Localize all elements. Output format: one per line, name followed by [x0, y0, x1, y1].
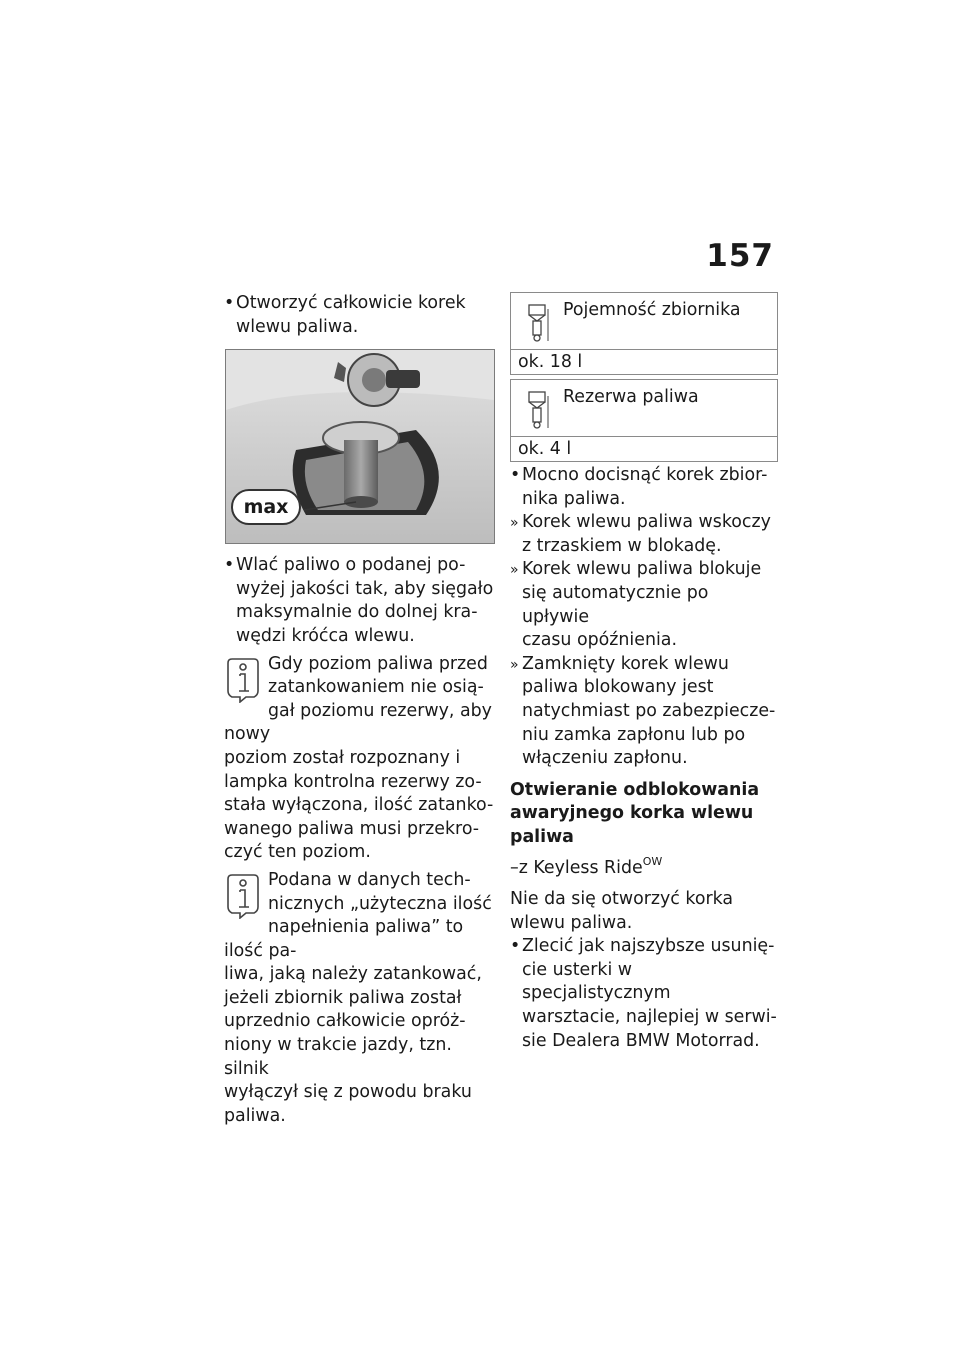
text-line: się automatycznie po upływie — [522, 582, 709, 627]
heading-line: Otwieranie odblokowania — [510, 779, 760, 800]
bullet-dot: • — [510, 936, 521, 957]
text-line: Mocno docisnąć korek zbior- — [522, 465, 768, 485]
bullet-fill-fuel — [224, 554, 498, 648]
text-line: z trzaskiem w blokadę. — [522, 535, 722, 556]
max-label: max — [243, 496, 289, 519]
result-cap-locked-ignition — [510, 653, 780, 771]
text-line: paliwa. — [224, 1105, 286, 1126]
info-icon — [226, 873, 260, 919]
text-line: Otworzyć całkowicie korek — [236, 293, 466, 313]
result-arrow-icon: » — [510, 562, 519, 579]
text-line: wlewu paliwa. — [236, 316, 359, 337]
text-line: poziom został rozpoznany i — [224, 747, 461, 768]
result-cap-snaps — [510, 511, 780, 558]
text-line: czasu opóźnienia. — [522, 630, 677, 651]
note-usable-capacity — [224, 869, 498, 1129]
spec-title: Pojemność zbiornika — [563, 300, 741, 320]
heading-line: awaryjnego korka wlewu — [510, 803, 754, 824]
text-line: wyłączył się z powodu braku — [224, 1082, 472, 1103]
fuel-pump-icon — [523, 303, 551, 343]
paragraph-cannot-open — [510, 888, 780, 935]
bullet-dot: • — [224, 555, 235, 576]
page-number: 157 — [706, 238, 774, 274]
text-line: Nie da się otworzyć korka — [510, 889, 734, 910]
text-line: jeżeli zbiornik paliwa został — [224, 987, 462, 1008]
text-line: Gdy poziom paliwa przed — [268, 653, 488, 674]
text-line: nicznych „użyteczna ilość — [268, 893, 492, 914]
text-line: niu zamka zapłonu lub po — [522, 724, 746, 745]
text-line: Zamknięty korek wlewu — [522, 653, 729, 674]
spec-title: Rezerwa paliwa — [563, 387, 699, 407]
text-line: Korek wlewu paliwa blokuje — [522, 559, 762, 580]
bullet-open-cap — [224, 292, 498, 339]
text-line: Wlać paliwo o podanej po- — [236, 555, 466, 576]
right-column — [510, 292, 780, 1053]
text-line: wanego paliwa musi przekro- — [224, 818, 480, 839]
text-line: uprzednio całkowicie opróż- — [224, 1011, 466, 1032]
spec-fuel-reserve — [510, 379, 778, 462]
text-line: niony w trakcie jazdy, tzn. silnik — [224, 1035, 452, 1079]
text-line: wlewu paliwa. — [510, 912, 633, 933]
text-line: cie usterki w specjalistycznym — [522, 959, 671, 1004]
section-heading — [510, 779, 780, 850]
left-column — [224, 292, 498, 1128]
text-line: zatankowaniem nie osią- — [268, 677, 484, 698]
info-icon — [226, 657, 260, 703]
text-line: stała wyłączona, ilość zatanko- — [224, 795, 494, 816]
text-line: nika paliwa. — [522, 488, 626, 509]
text-line: wyżej jakości tak, aby sięgało — [236, 578, 494, 599]
text-line: sie Dealera BMW Motorrad. — [522, 1030, 760, 1051]
text-line: wędzi króćca wlewu. — [236, 625, 415, 646]
text-line: lampka kontrolna rezerwy zo- — [224, 771, 482, 792]
text-line: włączeniu zapłonu. — [522, 748, 688, 769]
variant-superscript: OW — [642, 854, 663, 868]
fuel-filler-figure — [225, 349, 495, 544]
text-line: maksymalnie do dolnej kra- — [236, 602, 478, 623]
bullet-repair — [510, 935, 780, 1053]
text-line: czyć ten poziom. — [224, 842, 371, 863]
text-line: napełnienia paliwa” to ilość pa- — [224, 917, 464, 961]
text-line: Korek wlewu paliwa wskoczy — [522, 512, 771, 533]
bullet-dot: • — [510, 465, 521, 485]
result-arrow-icon: » — [510, 656, 519, 673]
text-line: liwa, jaką należy zatankować, — [224, 964, 482, 985]
variant-text: –z Keyless Ride — [510, 857, 643, 878]
heading-line: paliwa — [510, 826, 574, 847]
result-arrow-icon: » — [510, 515, 519, 532]
spec-value: ok. 18 l — [518, 352, 583, 372]
bullet-press-cap — [510, 464, 780, 511]
text-line: warsztacie, najlepiej w serwi- — [522, 1007, 777, 1028]
fuel-pump-icon — [523, 390, 551, 430]
text-line: paliwa blokowany jest — [522, 677, 714, 698]
note-reserve — [224, 653, 498, 865]
text-line: natychmiast po zabezpiecze- — [522, 700, 776, 721]
text-line: gał poziomu rezerwy, aby nowy — [224, 700, 492, 745]
text-line: Zlecić jak najszybsze usunię- — [522, 936, 775, 957]
text-line: Podana w danych tech- — [268, 869, 471, 890]
spec-tank-capacity — [510, 292, 778, 375]
spec-value: ok. 4 l — [518, 439, 572, 459]
bullet-dot: • — [224, 293, 235, 313]
result-cap-locks — [510, 558, 780, 652]
variant-note — [510, 850, 780, 881]
